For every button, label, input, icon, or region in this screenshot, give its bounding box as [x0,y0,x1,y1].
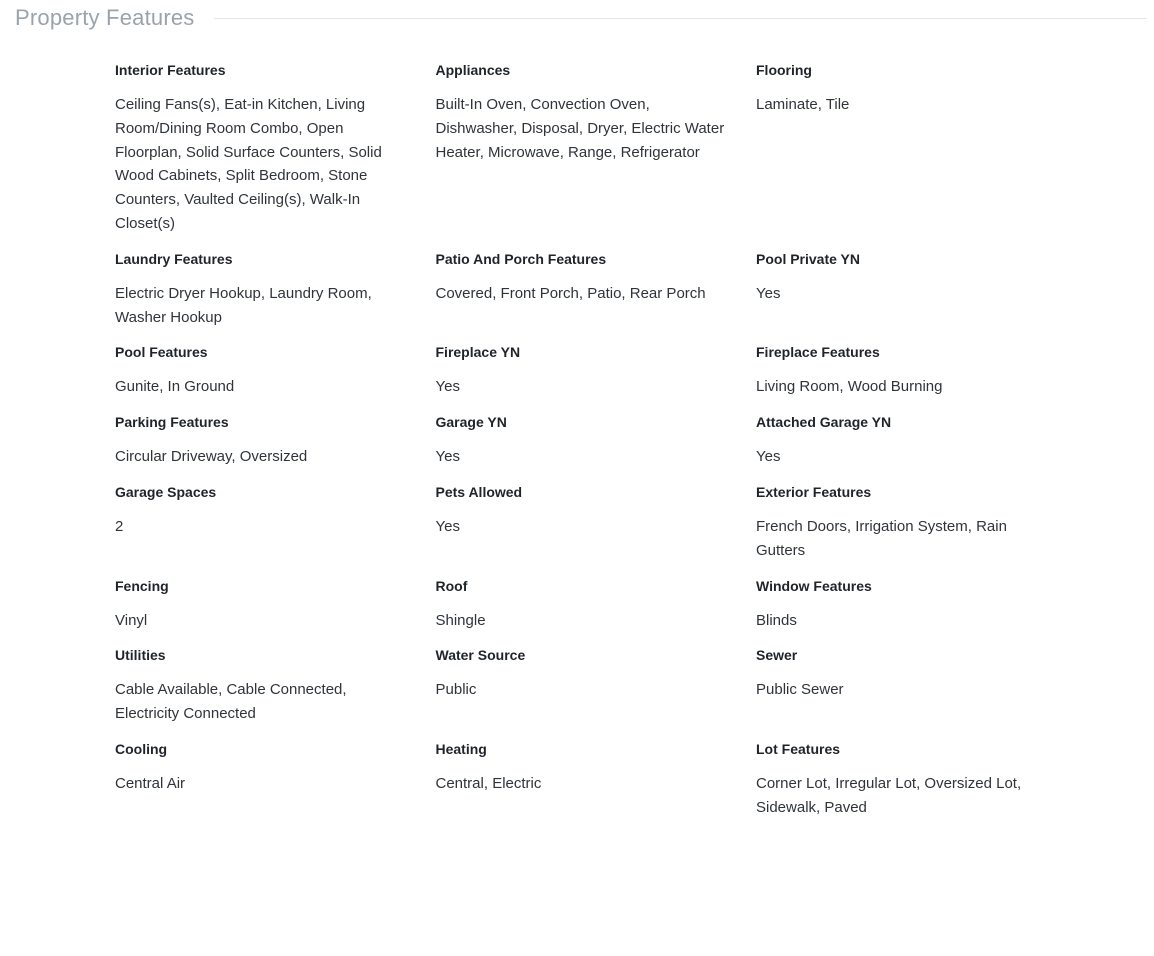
feature-value: Living Room, Wood Burning [756,378,943,396]
feature-item [115,250,436,330]
feature-value: Cable Available, Cable Connected, Electricity Connected [115,681,347,723]
feature-item [436,250,757,330]
feature-value: Central Air [115,774,186,792]
feature-item [115,61,436,236]
feature-item [115,483,436,563]
features-grid [115,61,1075,820]
feature-label: Patio And Porch Features [435,250,607,267]
feature-item [436,413,757,469]
feature-value: Vinyl [115,611,148,629]
feature-item [756,483,1075,563]
feature-label: Garage YN [435,414,507,431]
feature-item [436,646,757,726]
feature-label: Water Source [435,647,526,664]
feature-label: Pool Features [115,344,208,361]
feature-label: Cooling [115,740,168,757]
feature-item [756,250,1075,330]
feature-value: 2 [115,517,124,535]
feature-value: Yes [756,448,781,466]
feature-label: Utilities [115,647,166,664]
feature-label: Garage Spaces [115,483,217,500]
feature-value: Electric Dryer Hookup, Laundry Room, Washer Hookup [115,284,372,326]
feature-label: Interior Features [115,62,226,78]
feature-label: Fireplace YN [435,344,521,361]
feature-item [756,61,1075,236]
feature-item [756,577,1075,633]
section-title: Property Features [15,5,195,30]
feature-value: Corner Lot, Irregular Lot, Oversized Lot, Sidewalk, Paved [756,774,1022,816]
feature-value: Ceiling Fans(s), Eat-in Kitchen, Living Room/Dining Room Combo, Open Floorplan, Solid Surface Counters, Solid Wood Cabinets, Split Bedroom, Stone Counters, Vaulted Ceiling(s), Walk-In Closet(s) [115,96,382,232]
section-header [15,4,1147,32]
feature-item [115,646,436,726]
feature-item [115,577,436,633]
feature-item [756,646,1075,726]
feature-value: Public Sewer [756,681,844,699]
feature-label: Flooring [756,62,812,78]
feature-label: Fireplace Features [756,344,880,361]
feature-label: Fencing [115,577,169,594]
header-divider [214,18,1147,19]
feature-value: Yes [435,378,460,396]
feature-item [115,740,436,820]
feature-label: Exterior Features [756,483,872,500]
feature-value: Yes [435,517,460,535]
feature-label: Laundry Features [115,250,233,267]
feature-value: French Doors, Irrigation System, Rain Gutters [756,517,1007,559]
feature-label: Pets Allowed [435,483,523,500]
feature-item [756,343,1075,399]
feature-item [436,577,757,633]
feature-value: Blinds [756,611,797,629]
feature-value: Public [435,681,477,699]
feature-item [436,740,757,820]
feature-item [115,343,436,399]
feature-item [436,483,757,563]
feature-label: Sewer [756,647,798,664]
feature-label: Heating [435,740,487,757]
feature-value: Yes [435,448,460,466]
feature-value: Covered, Front Porch, Patio, Rear Porch [435,284,706,302]
feature-item [115,413,436,469]
feature-label: Attached Garage YN [756,414,892,431]
feature-value: Central, Electric [435,774,542,792]
feature-item [436,61,757,236]
feature-value: Circular Driveway, Oversized [115,448,308,466]
feature-label: Appliances [435,62,511,78]
feature-item [756,413,1075,469]
feature-value: Yes [756,284,781,302]
feature-value: Shingle [435,611,486,629]
feature-item [436,343,757,399]
feature-label: Pool Private YN [756,250,861,267]
feature-label: Parking Features [115,414,229,431]
feature-label: Roof [435,577,468,594]
feature-value: Built-In Oven, Convection Oven, Dishwasher, Disposal, Dryer, Electric Water Heater, Microwave, Range, Refrigerator [435,96,725,161]
feature-label: Lot Features [756,740,841,757]
feature-value: Gunite, In Ground [115,378,235,396]
feature-item [756,740,1075,820]
feature-value: Laminate, Tile [756,96,850,113]
feature-label: Window Features [756,577,872,594]
